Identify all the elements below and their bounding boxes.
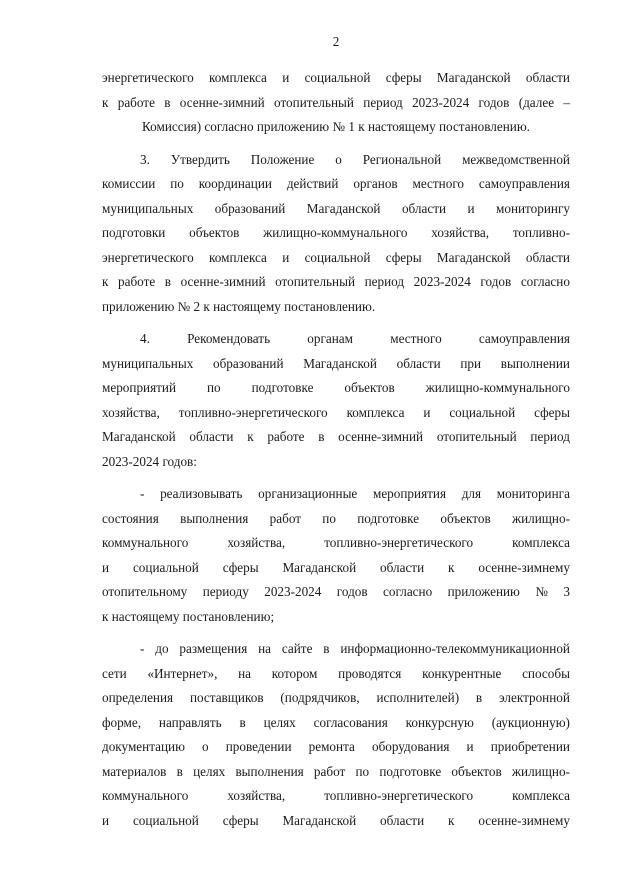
- word: комплекса: [512, 535, 570, 550]
- word: области: [401, 200, 447, 216]
- word: топливно-энергетического: [324, 535, 474, 550]
- text-line: [102, 148, 570, 173]
- word: комиссии: [102, 176, 156, 191]
- word: 3: [563, 584, 570, 599]
- word: определения: [102, 690, 174, 705]
- word: №: [535, 584, 548, 599]
- word: межведомственной: [462, 151, 570, 167]
- word: приложению: [256, 119, 333, 134]
- word: сайте: [281, 641, 313, 656]
- word: комплекса: [209, 70, 267, 85]
- word: и: [102, 559, 110, 575]
- word: мониторингу: [496, 200, 570, 216]
- word: самоуправления: [478, 331, 570, 346]
- word: Магаданской: [436, 249, 511, 265]
- word: мониторинга: [496, 486, 570, 501]
- word: объектов: [440, 510, 491, 526]
- word: подготовки: [102, 225, 166, 240]
- word: приобретении: [490, 739, 570, 754]
- word: мероприятий: [102, 380, 177, 395]
- word: подготовке: [251, 380, 314, 395]
- word: в: [475, 690, 483, 705]
- word: объектов: [189, 225, 240, 240]
- word: приложению: [102, 298, 178, 314]
- paragraph: [102, 66, 570, 140]
- word: Комиссия): [142, 119, 205, 134]
- word: 3.: [140, 151, 150, 167]
- word: -: [140, 641, 145, 656]
- word: координации: [198, 176, 272, 191]
- word: до: [155, 641, 169, 656]
- word: социальной: [449, 404, 516, 420]
- word: Магаданской: [282, 559, 357, 575]
- word: органам: [307, 331, 354, 346]
- word: и: [467, 200, 475, 216]
- word: к: [102, 608, 112, 624]
- word: объектов: [344, 380, 395, 395]
- word: по: [322, 510, 336, 526]
- word: области: [525, 249, 570, 265]
- word: осенне-зимний: [179, 94, 265, 110]
- word: электронной: [498, 690, 570, 705]
- word: период: [530, 429, 570, 444]
- word: настоящему: [111, 608, 183, 624]
- word: в: [176, 763, 183, 779]
- word: годов:: [162, 453, 197, 469]
- word: и: [466, 739, 474, 754]
- word: целях: [193, 763, 226, 779]
- word: проводятся: [338, 665, 402, 681]
- word: выполнения: [180, 510, 249, 526]
- word: комплекса: [346, 404, 405, 420]
- word: жилищно-коммунального: [263, 225, 408, 240]
- text-line: [102, 221, 570, 246]
- word: -: [140, 486, 145, 501]
- word: органов: [353, 176, 398, 191]
- word: социальной: [132, 812, 199, 828]
- word: муниципальных: [102, 355, 194, 371]
- text-line: [102, 686, 570, 711]
- word: приложению: [447, 584, 520, 599]
- word: области: [396, 355, 441, 371]
- word: топливно-: [512, 225, 570, 240]
- word: сферы: [385, 249, 422, 265]
- word: осенне-зимний: [180, 274, 266, 289]
- word: по: [207, 380, 221, 395]
- word: к: [358, 119, 368, 134]
- paragraph-gap: [102, 319, 570, 327]
- word: согласования: [313, 714, 388, 730]
- word: поставщиков: [189, 690, 264, 705]
- word: к: [102, 94, 109, 110]
- text-line: [102, 401, 570, 426]
- word: в: [164, 94, 171, 110]
- word: образований: [214, 200, 286, 216]
- word: работ: [313, 763, 346, 779]
- word: конкурентные: [422, 665, 502, 681]
- word: информационно-телекоммуникационной: [340, 641, 570, 656]
- word: ремонта: [308, 739, 355, 754]
- text-line: [102, 295, 570, 320]
- word: (аукционную): [491, 714, 570, 730]
- word: организационные: [258, 486, 358, 501]
- page-number: 2: [332, 34, 340, 49]
- word: в: [323, 641, 330, 656]
- word: сферы: [222, 559, 259, 575]
- word: жилищно-: [511, 510, 570, 526]
- text-line: [102, 784, 570, 809]
- text-line: [102, 115, 570, 140]
- word: о: [202, 739, 209, 754]
- word: котором: [271, 665, 318, 681]
- paragraph-gap: [102, 140, 570, 148]
- word: (далее: [518, 94, 555, 110]
- text-line: [102, 637, 570, 662]
- word: подготовке: [379, 763, 442, 779]
- word: области: [525, 70, 570, 85]
- word: комплекса: [209, 249, 267, 265]
- word: топливно-энергетического: [178, 404, 328, 420]
- word: местного: [412, 176, 464, 191]
- text-line: [102, 376, 570, 401]
- word: материалов: [102, 763, 167, 779]
- word: годов: [336, 584, 368, 599]
- word: (подрядчиков,: [280, 690, 360, 705]
- paragraph-gap: [102, 474, 570, 482]
- text-line: [102, 327, 570, 352]
- word: самоуправления: [478, 176, 570, 191]
- word: осенне-зимний: [338, 429, 424, 444]
- word: топливно-энергетического: [324, 788, 474, 803]
- word: к: [448, 559, 455, 575]
- word: социальной: [304, 70, 371, 85]
- word: сферы: [385, 70, 422, 85]
- word: 2023-2024: [264, 584, 322, 599]
- word: состояния: [102, 510, 159, 526]
- word: энергетического: [102, 249, 194, 265]
- word: энергетического: [102, 70, 194, 85]
- word: коммунального: [102, 788, 189, 803]
- word: отопительный: [274, 94, 354, 110]
- text-line: [102, 450, 570, 475]
- word: работ: [269, 510, 301, 526]
- word: и: [282, 249, 290, 265]
- word: осенне-зимнему: [478, 559, 570, 575]
- word: способы: [522, 665, 570, 681]
- text-line: [102, 352, 570, 377]
- word: период: [364, 274, 405, 289]
- word: сети: [102, 665, 127, 681]
- text-line: [102, 580, 570, 605]
- word: о: [335, 151, 342, 167]
- paragraph: [102, 482, 570, 629]
- paragraph: [102, 148, 570, 320]
- word: согласно: [520, 274, 570, 289]
- word: области: [189, 429, 234, 444]
- word: по: [355, 763, 370, 779]
- word: области: [380, 812, 425, 828]
- word: Рекомендовать: [187, 331, 271, 346]
- word: в: [164, 274, 172, 289]
- word: Магаданской: [102, 429, 176, 444]
- word: мероприятия: [372, 486, 447, 501]
- word: работе: [267, 429, 305, 444]
- text-line: [102, 246, 570, 271]
- word: жилищно-коммунального: [425, 380, 570, 395]
- word: 2023-2024: [413, 274, 471, 289]
- text-line: [102, 556, 570, 581]
- word: для: [461, 486, 482, 501]
- word: постановлению;: [182, 608, 275, 624]
- word: направлять: [158, 714, 222, 730]
- word: «Интернет»,: [147, 665, 218, 681]
- word: 2023-2024: [102, 453, 163, 469]
- word: образований: [212, 355, 284, 371]
- word: Магаданской: [436, 70, 511, 85]
- word: Положение: [250, 151, 315, 167]
- word: по: [170, 176, 184, 191]
- word: Региональной: [362, 151, 442, 167]
- word: период: [363, 94, 403, 110]
- word: на: [258, 641, 272, 656]
- text-line: [102, 66, 570, 91]
- word: подготовке: [357, 510, 420, 526]
- text-line: [102, 760, 570, 785]
- word: и: [423, 404, 431, 420]
- word: реализовывать: [160, 486, 243, 501]
- text-line: [102, 735, 570, 760]
- word: хозяйства,: [227, 535, 286, 550]
- word: Утвердить: [170, 151, 230, 167]
- word: проведении: [225, 739, 292, 754]
- word: сферы: [222, 812, 259, 828]
- word: коммунального: [102, 535, 189, 550]
- paragraph: [102, 637, 570, 833]
- word: исполнителей): [376, 690, 460, 705]
- word: и: [282, 70, 290, 85]
- word: социальной: [304, 249, 371, 265]
- word: в: [318, 429, 325, 444]
- word: объектов: [451, 763, 502, 779]
- text-line: [102, 425, 570, 450]
- word: в: [239, 714, 246, 730]
- word: комплекса: [512, 788, 570, 803]
- word: действий: [286, 176, 339, 191]
- word: оборудования: [371, 739, 450, 754]
- word: целях: [263, 714, 296, 730]
- word: годов: [478, 94, 510, 110]
- text-line: [102, 809, 570, 834]
- text-line: [102, 662, 570, 687]
- text-line: [102, 507, 570, 532]
- text-line: [102, 711, 570, 736]
- word: Магаданской: [282, 812, 357, 828]
- paragraph-gap: [102, 629, 570, 637]
- word: конкурсную: [405, 714, 474, 730]
- word: и: [102, 812, 110, 828]
- word: отопительный: [275, 274, 356, 289]
- word: форме,: [102, 714, 142, 730]
- word: осенне-зимнему: [478, 812, 570, 828]
- word: №: [177, 298, 194, 314]
- word: жилищно-: [511, 763, 570, 779]
- word: размещения: [179, 641, 248, 656]
- text-line: [102, 172, 570, 197]
- word: 2: [193, 298, 204, 314]
- word: к: [448, 812, 455, 828]
- word: хозяйства,: [431, 225, 490, 240]
- word: к: [247, 429, 254, 444]
- document-body: [102, 66, 570, 833]
- text-line: [102, 91, 570, 116]
- word: №: [332, 119, 349, 134]
- word: Магаданской: [303, 355, 377, 371]
- word: 1: [348, 119, 359, 134]
- word: при: [460, 355, 482, 371]
- text-line: [102, 531, 570, 556]
- word: выполнения: [235, 763, 304, 779]
- word: 2023-2024: [412, 94, 470, 110]
- word: к: [102, 274, 109, 289]
- word: сферы: [534, 404, 570, 420]
- word: настоящему: [213, 298, 285, 314]
- word: социальной: [132, 559, 199, 575]
- word: отопительный: [436, 429, 517, 444]
- word: выполнении: [500, 355, 570, 371]
- word: местного: [390, 331, 442, 346]
- paragraph: [102, 327, 570, 474]
- word: –: [563, 94, 570, 110]
- text-line: [102, 197, 570, 222]
- word: области: [380, 559, 425, 575]
- word: согласно: [204, 119, 257, 134]
- word: муниципальных: [102, 200, 194, 216]
- word: отопительному: [102, 584, 188, 599]
- word: годов: [480, 274, 512, 289]
- word: к: [203, 298, 214, 314]
- word: Магаданской: [306, 200, 381, 216]
- word: на: [238, 665, 252, 681]
- word: периоду: [202, 584, 249, 599]
- word: работе: [118, 274, 156, 289]
- text-line: [102, 270, 570, 295]
- word: документацию: [102, 739, 185, 754]
- word: постановлению.: [438, 119, 530, 134]
- word: настоящему: [367, 119, 439, 134]
- word: 4.: [140, 331, 150, 346]
- word: хозяйства,: [102, 404, 160, 420]
- word: согласно: [383, 584, 433, 599]
- text-line: [102, 482, 570, 507]
- word: хозяйства,: [227, 788, 286, 803]
- text-line: [102, 605, 570, 630]
- word: постановлению.: [284, 298, 376, 314]
- word: работе: [117, 94, 155, 110]
